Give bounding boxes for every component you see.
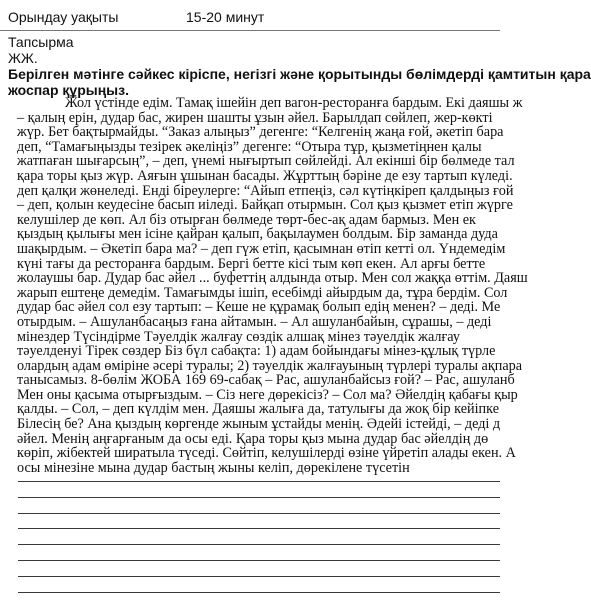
text-line: Білесің бе? Ана қыздың көргенде жыным ұстайды менің. Әдейі істейді, – деді д	[17, 416, 501, 433]
answer-line	[18, 576, 500, 577]
text-line: осы мінезіне мына дудар бастың жыны келіп, дөрекілене түсетін	[17, 459, 410, 476]
reading-text	[17, 95, 528, 476]
time-label: Орындау уақыты	[8, 9, 119, 25]
task-instruction-continued: жоспар құрыңыз.	[8, 82, 129, 98]
answer-line	[18, 481, 500, 482]
text-line: қыздың қылығы мен ісіне қайран қалып, бақылаумен болдым. Бір заманда дуда	[17, 226, 498, 243]
time-row	[0, 0, 500, 31]
text-line: деп, “Тамағыңызды тезірек әкеліңіз” дегенге: “Отыра тұр, қызметіңнен қалы	[17, 138, 482, 155]
answer-line	[18, 560, 500, 561]
text-line: тәуелденуі Тірек сөздер Біз бүл сабақта: 1) адам бойындағы мінез-құлық түрле	[17, 343, 496, 360]
answer-lines	[18, 481, 500, 607]
task-title: Тапсырма	[8, 34, 74, 50]
text-line: жатпаған шығарсың”, – деп, үнемі нығыртып сөйлейді. Ал екінші бір бөлмеде тал	[17, 153, 515, 170]
text-line: шақырдым. – Әкетіп бара ма? – деп гүж етіп, қасымнан өтіп кетті ол. Үндемедім	[17, 240, 506, 257]
answer-line	[18, 592, 500, 593]
text-line: – қалың ерін, дудар бас, жирен шашты ұзын әйел. Барылдап сөйлеп, жер-көкті	[17, 109, 493, 126]
text-line: – деп, қолын кеудесіне басып иіледі. Байқап отырмын. Сол қыз қызмет етіп жүрге	[17, 197, 513, 214]
text-line: танысамыз. 8-бөлім ЖОБА 169 69-сабақ – Рас, ашуланбайсыз ғой? – Рас, ашуланб	[17, 372, 515, 389]
answer-line	[18, 544, 500, 545]
text-line: жарып ештеңе демедім. Тамағымды ішіп, есебімді айырдым да, тұра бердім. Сол	[17, 284, 508, 301]
text-line: Жол үстінде едім. Тамақ ішейін деп вагон-ресторанға бардым. Екі даяшы ж	[65, 95, 523, 111]
text-line: көріп, жібектей ширатыла түседі. Сөйтіп, келушілерді өзіне үйретіп алады екен. А	[17, 445, 516, 462]
task-instruction: Берілген мәтінге сәйкес кіріспе, негізгі және қорытынды бөлімдерді қамтитын қара	[8, 66, 591, 82]
text-line: дудар бас әйел сол езу тартып: – Кеше не құрамақ болып едің менен? – деді. Ме	[17, 299, 501, 316]
text-line: келушілер де көп. Ал біз отырған бөлмеде төрт-бес-ақ адам бармыз. Мен ек	[17, 211, 476, 228]
text-line: отырдым. – Ашуланбасаңыз ғана айтамын. – Ал ашуланбайын, сұрашы, – деді	[17, 313, 492, 330]
text-line: деп қалқи жөнеледі. Енді біреулерге: “Айып етпеңіз, сәл күтіңкіреп қалдыңыз ғой	[17, 182, 514, 199]
text-line: қалды. – Сол, – деп күлдім мен. Даяшы жалыға да, татулығы да жоқ бір кейіпке	[17, 401, 499, 418]
text-line: мінездер Түсіндірме Тәуелдік жалғау сөздік алшақ мінез тәуелдік жалғау	[17, 328, 460, 345]
text-line: күні тағы да ресторанға бардым. Бергі бетте кісі тым көп екен. Ал арғы бетте	[17, 255, 486, 272]
text-line: жүр. Бет бақтырмайды. “Заказ алыңыз” дегенге: “Келгенің жаңа ғой, әкетіп бара	[17, 124, 504, 141]
text-line: жолаушы бар. Дудар бас әйел ... буфеттің алдында отыр. Мен сол жаққа өттім. Даяш	[17, 270, 528, 287]
text-line: олардың адам өміріне әсері туралы; 2) тәуелдік жалғауының түрлері туралы ақпара	[17, 357, 523, 374]
answer-line	[18, 528, 500, 529]
answer-line	[18, 497, 500, 498]
text-line: әйел. Менің аңғарғаным да осы еді. Қара торы қыз мына дудар бас әйелдің дө	[17, 430, 489, 447]
task-code: ЖЖ.	[8, 50, 38, 66]
answer-line	[18, 513, 500, 514]
text-line: Мен оны қасыма отырғыздым. – Сіз неге дөрекісіз? – Сол ма? Әйелдің қабағы қыр	[17, 386, 518, 403]
time-value: 15-20 минут	[186, 9, 265, 25]
text-line: қара торы қыз жүр. Аяғын ұшынан басады. Жұрттың бәріне де езу тартып күледі.	[17, 167, 513, 184]
